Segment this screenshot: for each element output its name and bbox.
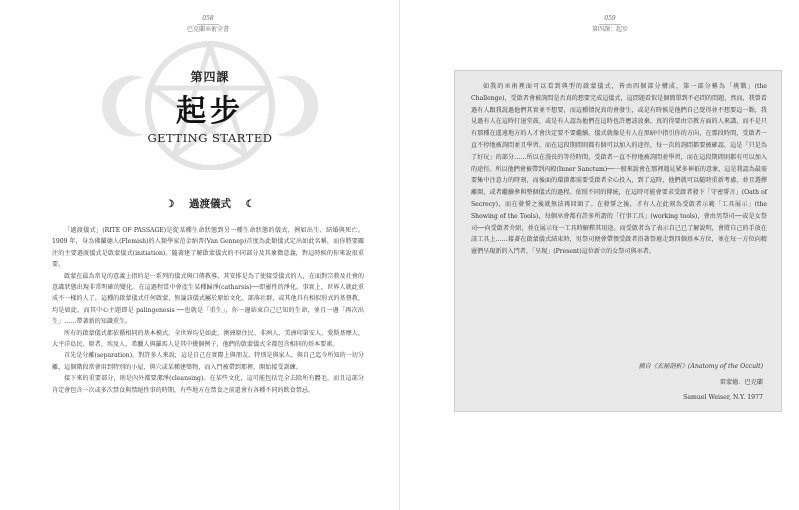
sidebar-quote-box xyxy=(454,70,782,412)
moon-right-icon: ☾ xyxy=(245,199,255,210)
section-heading-text: 過渡儀式 xyxy=(189,198,231,210)
right-page-number: 059 xyxy=(604,15,616,22)
paragraph: 「過渡儀式」(RITE OF PASSAGE)是從某種生命狀態到另一種生命狀態的儀式，例如出生、結婚與死亡。1909 年，身為佛蘭德人(Flemish)的人類學家范金納普(Van Gennep)首度為此類儀式定出如此名稱，而你將要關注的主要過渡儀式是啟蒙儀式(initiation)。隨著建了解啟蒙儀式的不同部分及其象徵意義，對這時候的你來說很重要。 xyxy=(52,227,364,269)
folio-rule xyxy=(599,24,621,25)
citation-source: 摘自《玄秘剖析》(Anatomy of the Occult) xyxy=(638,363,763,370)
left-page-number: 058 xyxy=(202,15,214,22)
section-heading xyxy=(120,196,300,211)
folio-rule xyxy=(197,24,219,25)
quote-text: 如我的巫術裡面可以看到典型的啟蒙儀式，皆由四個部分構成，第一部分稱為「挑戰」(the Challenge)，受啟者會被詢問是否真的想要完成這儀式，這問題看似是個簡單到不必問的問題，然而，我曾看過有人跟我說過他們其實並不想要，而這種情況真的會發生，或是有時候是他們自己覺得並不想要這一點，我見過有人在這時打退堂鼓，或是有人認為他們在這時也許應該放棄，真的得要由宗教方面的人來講，而不是只有那種在遙遠地方的人才會決定要不要繼續。儀式就像是有人在黑暗中指引你的方向，在那段時間，受啟者一直不停地被詢問並且學習，而在這段期間則都有個可以加入的途徑，每一次的詢問都要被確認，這是「只是為了好玩」的部分……所以在漫長的等待時間，受啟者一直不停地被詢問並學習，而在這段期間則都有可以加入的途徑。所以他們會被帶到內殿(Inner Sanctum)──一般來說會在那裡遇見眾多神祇的意象，這是我認為最需要集中注意力的時刻，而後面的環節都需要受啟者全心投入，到了這時，他們就可以隨時重新考慮，並且選擇離開，或者繼續參與整個儀式的過程。依照不同的傳統，在這時可能會要求受啟者發下「守密誓言」(Oath of Secrecy)，而在發誓之後就無法再回頭了。在發誓之後，才有人在此刻為受啟者示範「工具展示」(the Showing of the Tools)，每個巫會都有許多所謂的「行事工具」(working tools)，會由男祭司──或是女祭司──向受啟者介紹，並在展示每一工具時解釋其用途。而受啟者為了表示自己已了解說明，會將自己的手放在該工具上……接著在啟蒙儀式結束時，男祭司便會帶領受啟者沿著祭壇走到四個基本方位，並在每一方位向精靈們呈現新的入門者，「呈現」(Present)這位新立的女祭司與巫者。 xyxy=(471,83,767,256)
right-running-head: 第四課：起步 xyxy=(591,26,628,33)
lesson-number: 第四課 xyxy=(190,70,230,84)
chapter-title-en: GETTING STARTED xyxy=(147,131,273,145)
left-running-head: 巴克蘭巫術全書 xyxy=(186,26,229,33)
body-text xyxy=(52,225,364,396)
paragraph: 接下來的重要部分，則是內外都要潔淨(cleansing)。在某些文化，這可能包括完全去除所有體毛，而且這部分肯定會包含一次或多次禁食與禁絕性事的時期，有些地方在禁食之前還會有各種不同的飲食禁忌。 xyxy=(52,375,364,394)
right-folio xyxy=(580,14,640,34)
left-folio xyxy=(178,14,238,34)
moon-left-icon: ☽ xyxy=(165,199,175,210)
paragraph: 首先是分離(separation)。對許多人來說，這是自己在實際上與朋友、特別是與家人、與自己迄今所知的一切分離，這個階段常會用到特別的小屋，與穴或某種建築物，而入門被帶到那裡，開始接受訓練。 xyxy=(52,352,364,371)
chapter-title-cn: 起步 xyxy=(176,94,244,129)
paragraph: 所有的啟蒙儀式都依循相同的基本模式，全世界均是如此，澳洲原住民、非洲人、美洲印第安人、愛斯基摩人、大平洋島民、原者、埃及人、希臘人與羅馬人是其中幾個例子，他們的啟蒙儀式全都包含相同的基本要素。 xyxy=(52,329,364,349)
paragraph: 啟蒙在最為常見的意義上指的是一系列的儀式與口傳教導，其安排是為了使接受儀式的人，在面對宗教及社會的意識狀態出現非常明確的變化。在這過程當中會產生某種歸淨(catharsis)──即靈性的淨化。事實上，世界人就此重成不一樣的人了，這種的啟蒙儀式任何啟蒙，無論該儀式屬於原始文化、部落社群，或其他具有相似形式的基督教，均是如此，而其中心主題即是 palingenesis ──也就是「重生」，你一邊結束自己已知的生命，並且一邊「再次出生」……帶著新的知識重生。 xyxy=(52,272,364,326)
citation-author: 雷蒙德．巴克蘭 xyxy=(719,379,763,386)
citation-publisher: Samuel Weiser, N.Y. 1977 xyxy=(683,394,763,401)
